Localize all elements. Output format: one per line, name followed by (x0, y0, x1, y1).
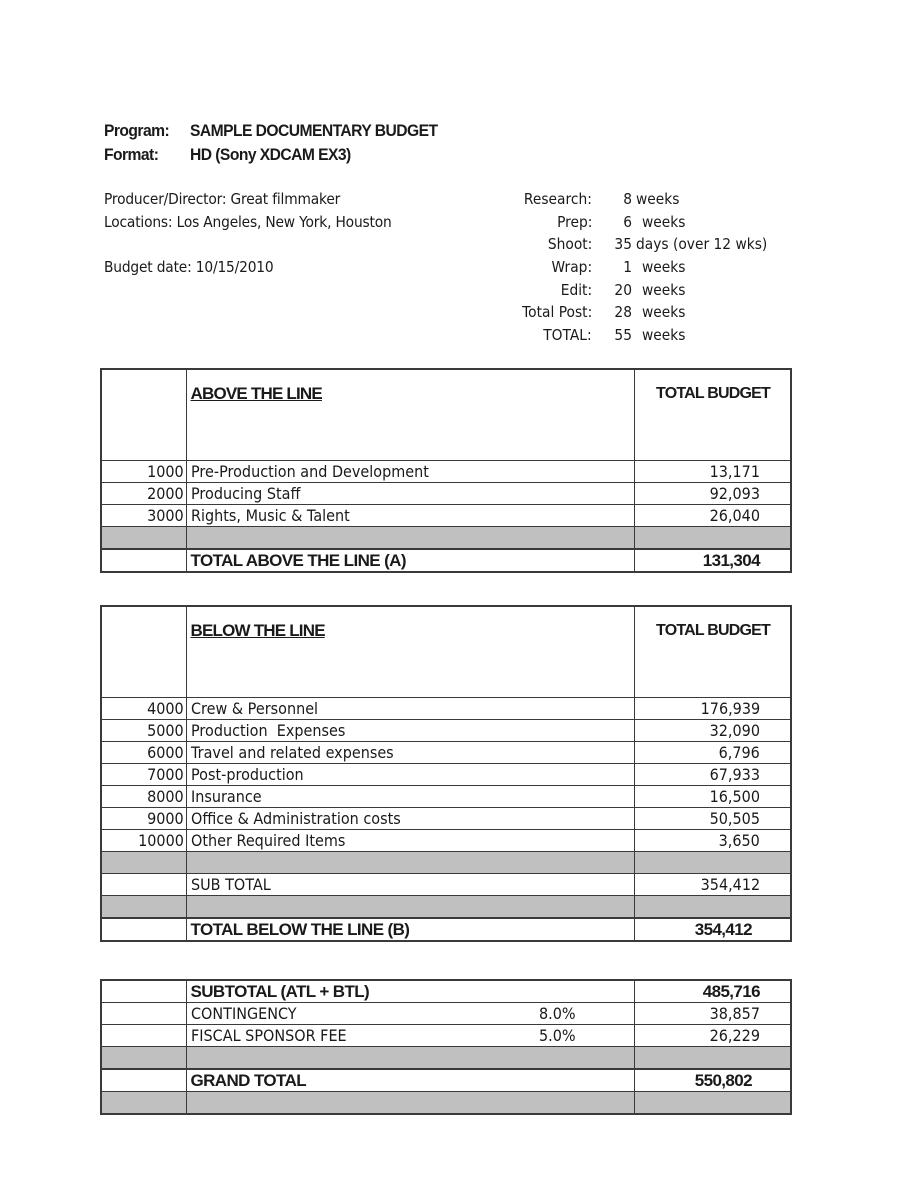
account-code: 10000 (101, 830, 186, 852)
column-header-cell (634, 606, 791, 698)
schedule-label: Total Post: (521, 303, 592, 321)
schedule-unit: weeks (642, 303, 686, 321)
contingency-percent: 8.0% (538, 1003, 576, 1023)
schedule-label: Prep: (556, 213, 592, 231)
schedule-unit: weeks (642, 326, 686, 344)
schedule-unit: weeks (636, 190, 680, 208)
contingency-amount: 38,857 (634, 1003, 791, 1025)
line-item-desc: Producing Staff (186, 483, 634, 505)
producer-director: Producer/Director: Great filmmaker (104, 190, 341, 208)
schedule-unit: weeks (642, 258, 686, 276)
total-row (101, 549, 791, 572)
format-label: Format: (104, 145, 159, 164)
summary-table (100, 979, 792, 1115)
total-amount: 354,412 (634, 918, 791, 941)
line-item-desc: Crew & Personnel (186, 698, 634, 720)
account-code: 9000 (101, 808, 186, 830)
line-item-desc: Post-production (186, 764, 634, 786)
schedule-num: 28 (614, 303, 632, 321)
subtotal-label: SUBTOTAL (ATL + BTL) (186, 980, 634, 1003)
total-row (101, 918, 791, 941)
account-code: 7000 (101, 764, 186, 786)
subtotal-label: SUB TOTAL (186, 874, 634, 896)
line-item-desc: Pre-Production and Development (186, 461, 634, 483)
locations: Locations: Los Angeles, New York, Houston (104, 213, 392, 231)
budget-date: Budget date: 10/15/2010 (104, 258, 274, 276)
table-row (101, 786, 791, 808)
column-title: TOTAL BUDGET (656, 385, 770, 402)
empty-cell (101, 1025, 186, 1047)
line-item-amount: 26,040 (634, 505, 791, 527)
schedule-num: 6 (623, 213, 632, 231)
code-header-cell (101, 606, 186, 698)
line-item-amount: 13,171 (634, 461, 791, 483)
schedule-label: TOTAL: (543, 326, 592, 344)
line-item-amount: 6,796 (634, 742, 791, 764)
fiscal-sponsor-amount: 26,229 (634, 1025, 791, 1047)
account-code: 6000 (101, 742, 186, 764)
spacer-row (101, 1092, 791, 1115)
account-code: 4000 (101, 698, 186, 720)
section-title-cell (186, 606, 634, 698)
account-code: 5000 (101, 720, 186, 742)
schedule-row-shoot (470, 235, 810, 257)
contingency-label: CONTINGENCY 8.0% (186, 1003, 634, 1025)
account-code: 1000 (101, 461, 186, 483)
spacer-row (101, 527, 791, 550)
schedule-label: Shoot: (547, 235, 592, 253)
section-title: BELOW THE LINE (190, 621, 325, 640)
account-code: 2000 (101, 483, 186, 505)
line-item-desc: Insurance (186, 786, 634, 808)
section-title: ABOVE THE LINE (190, 384, 322, 403)
line-item-desc: Rights, Music & Talent (186, 505, 634, 527)
table-row (101, 505, 791, 527)
schedule-unit: days (over 12 wks) (636, 235, 768, 253)
schedule-num: 20 (614, 281, 632, 299)
line-item-amount: 16,500 (634, 786, 791, 808)
schedule-label: Edit: (560, 281, 592, 299)
grand-total-amount: 550,802 (634, 1069, 791, 1092)
empty-cell (101, 874, 186, 896)
fiscal-sponsor-percent: 5.0% (538, 1025, 576, 1045)
empty-cell (101, 1069, 186, 1092)
schedule-num: 1 (623, 258, 632, 276)
schedule-label: Wrap: (551, 258, 592, 276)
line-item-amount: 176,939 (634, 698, 791, 720)
spacer-row (101, 1047, 791, 1070)
above-the-line-table (100, 368, 792, 573)
line-item-amount: 32,090 (634, 720, 791, 742)
subtotal-row (101, 874, 791, 896)
table-row (101, 720, 791, 742)
schedule-row-prep (470, 213, 810, 235)
table-row (101, 698, 791, 720)
account-code: 8000 (101, 786, 186, 808)
code-header-cell (101, 369, 186, 461)
empty-cell (101, 1003, 186, 1025)
schedule-row-total (470, 326, 810, 348)
spacer-row (101, 896, 791, 919)
schedule-row-research (470, 190, 810, 212)
subtotal-atl-btl-row (101, 980, 791, 1003)
spacer-row (101, 852, 791, 874)
total-amount: 131,304 (634, 549, 791, 572)
column-header-cell (634, 369, 791, 461)
line-item-amount: 92,093 (634, 483, 791, 505)
contingency-row (101, 1003, 791, 1025)
table-row (101, 483, 791, 505)
schedule-num: 55 (614, 326, 632, 344)
schedule-num: 8 (623, 190, 632, 208)
grand-total-label: GRAND TOTAL (186, 1069, 634, 1092)
line-item-amount: 3,650 (634, 830, 791, 852)
line-item-amount: 50,505 (634, 808, 791, 830)
schedule-row-edit (470, 281, 810, 303)
line-item-amount: 67,933 (634, 764, 791, 786)
column-title: TOTAL BUDGET (656, 622, 770, 639)
program-title: SAMPLE DOCUMENTARY BUDGET (190, 121, 438, 140)
schedule-unit: weeks (642, 281, 686, 299)
fiscal-sponsor-label: FISCAL SPONSOR FEE 5.0% (186, 1025, 634, 1047)
total-label: TOTAL BELOW THE LINE (B) (186, 918, 634, 941)
table-header (101, 369, 791, 461)
table-row (101, 461, 791, 483)
below-the-line-table (100, 605, 792, 942)
program-label: Program: (104, 121, 170, 140)
empty-cell (101, 918, 186, 941)
format-value: HD (Sony XDCAM EX3) (190, 145, 351, 164)
schedule-row-wrap (470, 258, 810, 280)
table-row (101, 764, 791, 786)
line-item-desc: Office & Administration costs (186, 808, 634, 830)
fiscal-sponsor-row (101, 1025, 791, 1047)
schedule-unit: weeks (642, 213, 686, 231)
schedule-num: 35 (614, 235, 632, 253)
schedule-label: Research: (524, 190, 592, 208)
empty-cell (101, 980, 186, 1003)
table-header (101, 606, 791, 698)
empty-cell (101, 549, 186, 572)
table-row (101, 808, 791, 830)
line-item-desc: Travel and related expenses (186, 742, 634, 764)
account-code: 3000 (101, 505, 186, 527)
subtotal-amount: 354,412 (634, 874, 791, 896)
schedule-row-total-post (470, 303, 810, 325)
line-item-desc: Other Required Items (186, 830, 634, 852)
table-row (101, 830, 791, 852)
grand-total-row (101, 1069, 791, 1092)
table-row (101, 742, 791, 764)
subtotal-amount: 485,716 (634, 980, 791, 1003)
line-item-desc: Production Expenses (186, 720, 634, 742)
total-label: TOTAL ABOVE THE LINE (A) (186, 549, 634, 572)
section-title-cell (186, 369, 634, 461)
